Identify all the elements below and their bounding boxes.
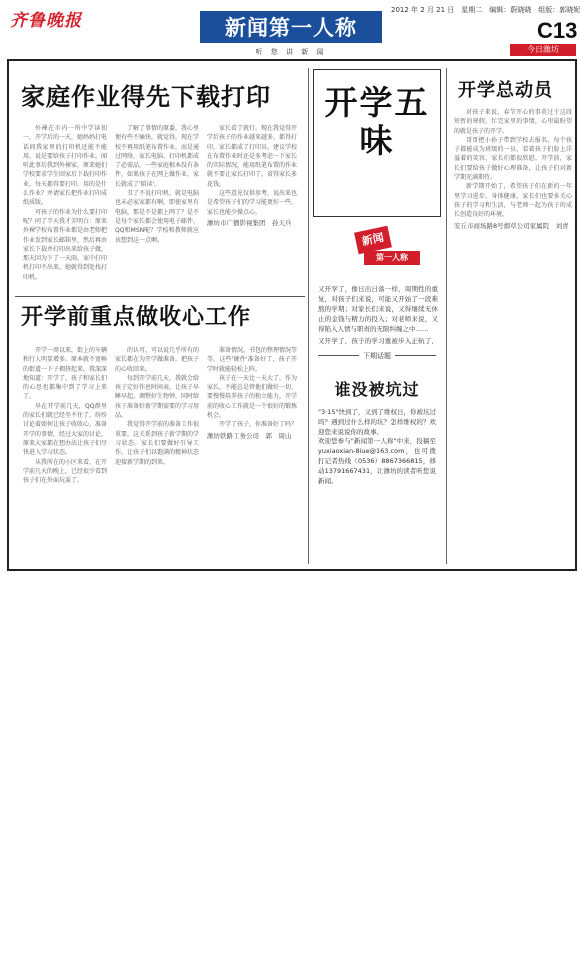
- paragraph: "3·15"快到了，又到了维权日，你被坑过吗？遇到过什么样的坑？怎样维权的？欢迎您来说说你的故事。: [318, 408, 436, 436]
- paragraph: 了解了事情的原委，我心里便有些不痛快，就觉得，现在学校不再用纸笔布置作业，而是通过网络，家长电脑、打印机都成了必需品，一些家庭根本没有条件，如果孩子在网上做作业，家长就成了'陪读'。: [115, 125, 199, 188]
- divider: [15, 296, 305, 297]
- paragraph: 可孩子的作业为什么要打印呢？问了半天我才弄明白：原来外裸学校布置作业都是由老师把作业发到家长邮箱里，然后再由家长下载并打印出来给孩子做，那天因为下了一天雨，家中打印机打印不出来，她就得到处找打印机。: [23, 208, 107, 281]
- page-number: C13: [537, 18, 578, 43]
- column-stamp-logo: [356, 229, 422, 273]
- byline: 潍坊市广播影视集团 孙天兵: [207, 218, 292, 227]
- article-homework-col3: [207, 124, 297, 292]
- paragraph: 孩子在一天比一天大了，作为家长，不能总是替他们做好一切，要慢慢培养孩子的独立能力，开学前的收心工作就是一个很好的锻炼机会。: [207, 374, 297, 420]
- next-topic-label: [318, 351, 436, 361]
- article-homework-col1: [23, 124, 107, 292]
- article-prepare-col2: [115, 346, 199, 514]
- headline-five-flavors: 开学五味: [324, 83, 430, 160]
- section-tagline: 听 您 讲 新 闻: [255, 48, 327, 56]
- feature-intro: [318, 284, 438, 344]
- paragraph: 早在开学前几天，QQ群里的家长们就已经坐不住了，纷纷讨论着如何让孩子收收心，准备开学的事情，经过大家的讨论，原来大家都在想办法让孩子们尽快进入学习状态。: [23, 402, 107, 457]
- paragraph: 开学了孩子，你准备好了吗？: [219, 421, 297, 429]
- next-topic-body: [318, 408, 436, 520]
- topic-tag: 今日潍坊: [510, 44, 576, 56]
- headline-next-topic: 谁没被坑过: [334, 380, 420, 399]
- paragraph: 每到开学前几天，我就会给孩子定好作息时间表，让孩子早睡早起，调整好生物钟，同时给孩子准备好新学期需要的学习用品。: [115, 374, 199, 420]
- paragraph: 外裸在市内一所中学读初一，开学后的一天，她妈妈打电话问我家里的打印机还能不能用，说是要给孩子打印作业。闻听此事后我到外裸家，原来她们学校要求学生回家后下载打印作业，每天都得要打印，用的是什么作业？并请家长把作业打印成纸质版。: [23, 125, 107, 207]
- paragraph: 新学期开始了，希望孩子们在新的一年里学习进步，身体健康，家长们也要多关心孩子的学习和生活，与老师一起为孩子的成长创造良好的环境。: [454, 183, 572, 219]
- paragraph: 对孩子来说，春节开心的事莫过于这段短暂的寒假，忙完家里的事情，心里最盼望的就是孩子的开学。: [454, 109, 572, 135]
- byline: 潍坊铁路工务公司 郭 周山: [207, 431, 292, 440]
- byline: 安丘市商场路8号烟草公司家属院 刘青: [454, 221, 569, 230]
- section-title: 新闻第一人称: [200, 11, 382, 43]
- headline-mobilization: 开学总动员: [458, 80, 553, 101]
- paragraph: 的认可，可以说几乎所有的家长都在为开学做准备，把孩子的心收回来。: [115, 347, 199, 373]
- paragraph: 准备情况，书包的整理情况等等。这些'硬件'准备好了，孩子开学时就能轻松上阵。: [207, 347, 297, 373]
- stamp-bar-label: 第一人称: [364, 251, 420, 265]
- paragraph: 丑了不说打印机，就是电脑也未必家家都有啊，即使家里有电脑，那是不是都上网了？是不是每个家长都会使用电子邮件、QQ和MSN呢？学校和教师就应该想到这一点啊。: [115, 190, 199, 244]
- newspaper-brand-logo: 齐鲁晚报: [10, 11, 82, 31]
- next-topic-label-text: 下期话题: [359, 352, 395, 360]
- masthead: [0, 0, 580, 60]
- paragraph: 欢迎您参与"新闻第一人称"中来，投稿至yuxiaoxian-8iue@163.com，也可拨打记者热线（0536）8867366815，移动13791667431，让潍坊的读者听您说新闻。: [318, 437, 436, 485]
- paragraph: 我觉得开学前的准备工作很重要，这关系到孩子新学期的学习状态。家长们要做好引导工作，让孩子们以饱满的精神状态迎接新学期的到来。: [115, 421, 199, 466]
- headline-prepare: 开学前重点做收心工作: [21, 305, 252, 330]
- article-prepare-col1: [23, 346, 107, 514]
- article-homework-col2: [115, 124, 199, 292]
- paragraph: 哥哥把小孙子带到学校去报名，每个孩子都能成为班级的一员，看着孩子们脸上洋溢着的笑容，家长们都很欣慰。开学前，家长们要给孩子做好心理准备，让孩子们对新学期充满期待。: [454, 136, 572, 182]
- headline-homework: 家庭作业得先下载打印: [21, 83, 271, 111]
- article-prepare-col3: [207, 346, 297, 514]
- issue-info: 2012 年 2 月 21 日 星期二 编辑：蔚晓晓 组版：郭晓妮: [391, 6, 580, 14]
- paragraph: 又开学了，像日出日落一样，周期性的重复，对孩子们来说，可能又开始了一段难熬的学期；对家长们来说，又得继续无休止的金钱与精力的投入；对老师来说，又得陷入人情与职责的无限纠缠之中……: [318, 285, 438, 333]
- article-mobilization-body: [454, 108, 572, 510]
- paragraph: 家长看了就行。现在我觉得开学后孩子的作业越来越多，都得打印，家长都成了打印员。建议学校在布置作业时还是多考虑一下家长的实际情况，能用纸笔布置的作业就不要让家长打印了，省得家长多花钱。: [207, 125, 297, 188]
- column-divider: [308, 68, 309, 564]
- paragraph: 这些意见仅供参考，说出来也是希望孩子们的学习能更好一些，家长也能少操点心。: [207, 190, 297, 216]
- paragraph: 从我所在的小区来看，在开学前几天的晚上，已经很少看到孩子们在外面玩耍了。: [23, 458, 107, 485]
- column-divider: [446, 68, 447, 564]
- stamp-top-label: 新闻: [354, 226, 392, 255]
- paragraph: 又开学了，孩子的学习重被步入正轨了，: [318, 337, 438, 344]
- paragraph: 开学一周以来，街上的车辆和行人明显增多。原本就不宽畅的街道一下子拥挤起来。我深深地知道：开学了，孩子和家长们的心思也都集中到了学习上来了。: [23, 347, 107, 401]
